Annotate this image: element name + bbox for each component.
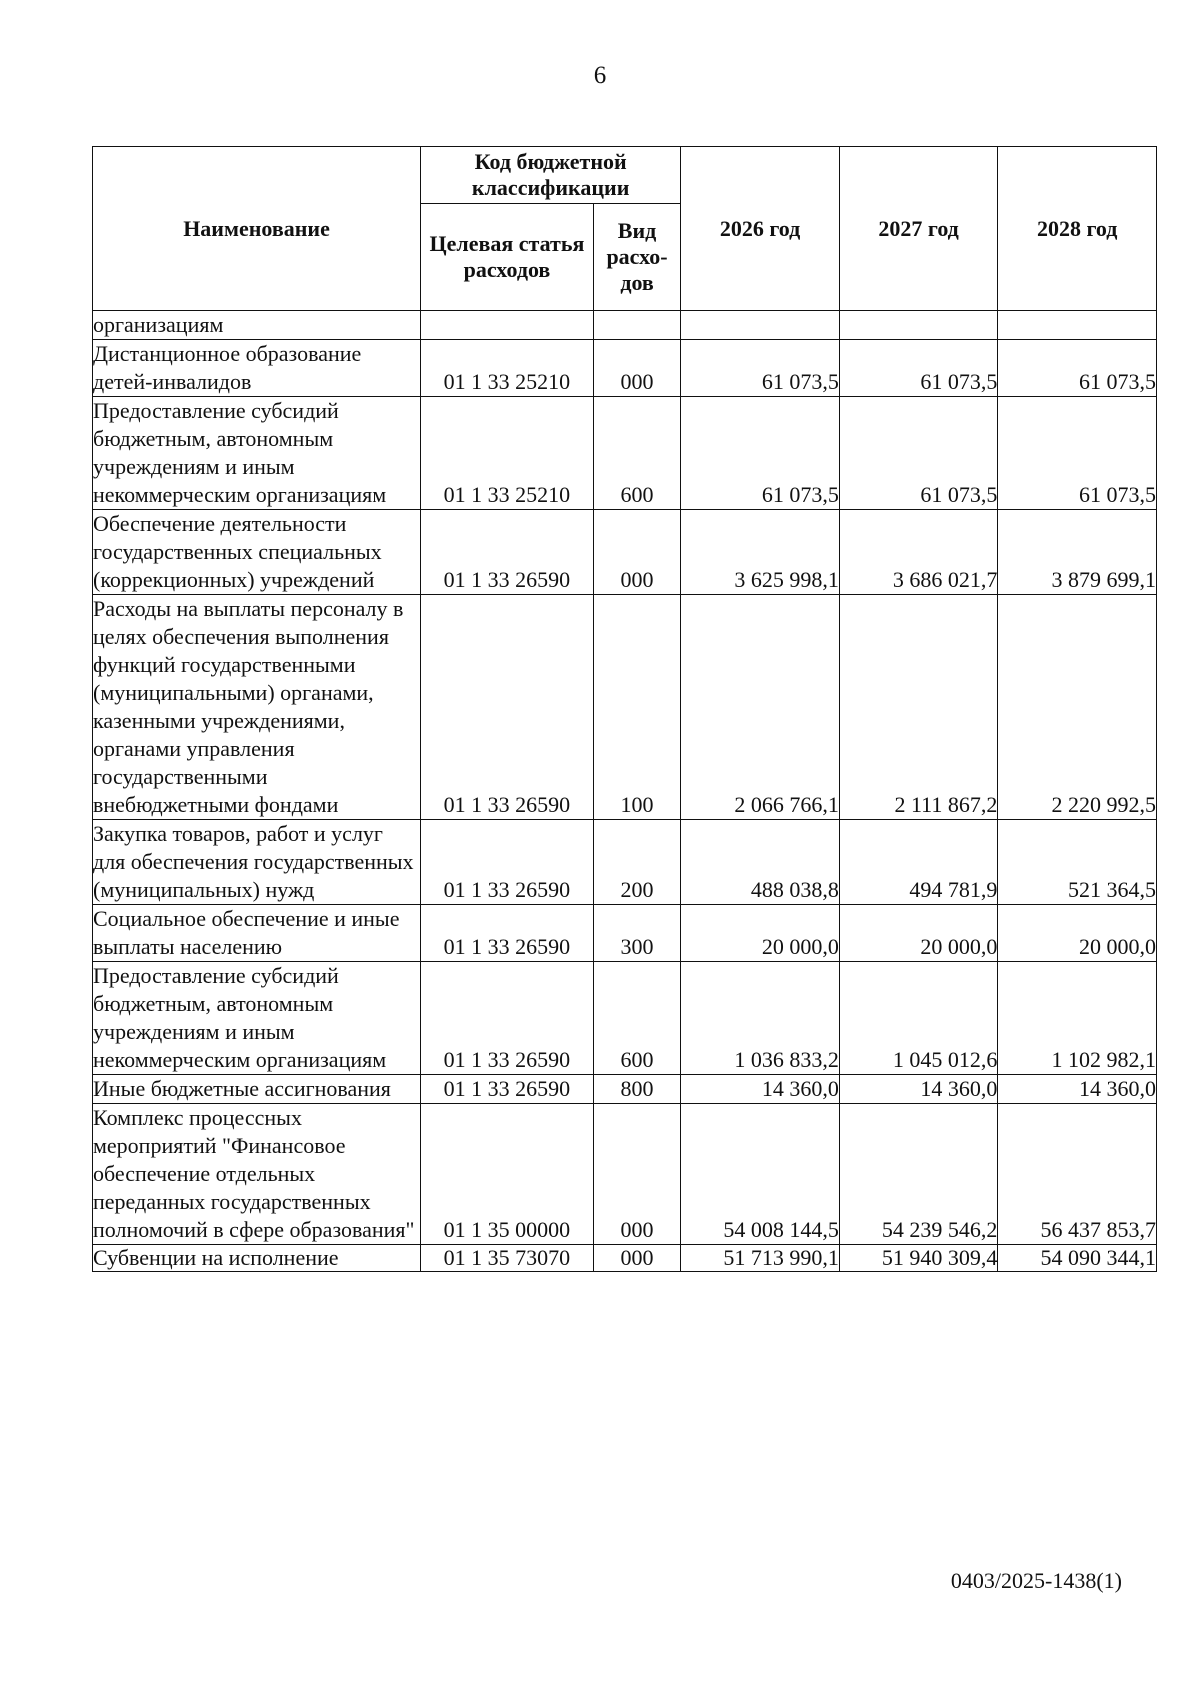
cell-name: организациям xyxy=(93,311,421,340)
cell-2028: 20 000,0 xyxy=(998,905,1157,962)
cell-2026: 14 360,0 xyxy=(681,1075,840,1104)
table-row xyxy=(93,595,1157,820)
cell-target-article: 01 1 33 26590 xyxy=(421,1075,594,1104)
page-number: 6 xyxy=(593,62,607,89)
cell-2028: 2 220 992,5 xyxy=(998,595,1157,820)
cell-2028: 61 073,5 xyxy=(998,340,1157,397)
cell-2026: 488 038,8 xyxy=(681,820,840,905)
cell-2027: 3 686 021,7 xyxy=(839,510,998,595)
cell-name: Субвенции на исполнение xyxy=(93,1245,421,1272)
header-expense-type: Вид расхо-дов xyxy=(593,204,680,311)
cell-target-article: 01 1 33 26590 xyxy=(421,820,594,905)
cell-2026: 54 008 144,5 xyxy=(681,1104,840,1245)
cell-target-article: 01 1 33 25210 xyxy=(421,340,594,397)
cell-expense-type: 200 xyxy=(593,820,680,905)
cell-expense-type: 600 xyxy=(593,397,680,510)
cell-target-article: 01 1 33 26590 xyxy=(421,595,594,820)
cell-2026: 1 036 833,2 xyxy=(681,962,840,1075)
cell-2028: 521 364,5 xyxy=(998,820,1157,905)
cell-2028: 56 437 853,7 xyxy=(998,1104,1157,1245)
cell-name: Иные бюджетные ассигнования xyxy=(93,1075,421,1104)
header-name: Наименование xyxy=(93,147,421,311)
cell-target-article xyxy=(421,311,594,340)
table-row xyxy=(93,510,1157,595)
cell-expense-type: 000 xyxy=(593,1104,680,1245)
cell-target-article: 01 1 33 26590 xyxy=(421,510,594,595)
table-row xyxy=(93,340,1157,397)
cell-2026: 3 625 998,1 xyxy=(681,510,840,595)
cell-2026: 51 713 990,1 xyxy=(681,1245,840,1272)
cell-2026: 61 073,5 xyxy=(681,397,840,510)
cell-2028: 3 879 699,1 xyxy=(998,510,1157,595)
cell-target-article: 01 1 35 00000 xyxy=(421,1104,594,1245)
header-target-article: Целевая статья расходов xyxy=(421,204,594,311)
table-row xyxy=(93,820,1157,905)
cell-expense-type: 300 xyxy=(593,905,680,962)
cell-2028: 54 090 344,1 xyxy=(998,1245,1157,1272)
cell-target-article: 01 1 33 25210 xyxy=(421,397,594,510)
cell-2027: 14 360,0 xyxy=(839,1075,998,1104)
cell-expense-type: 000 xyxy=(593,510,680,595)
cell-expense-type: 000 xyxy=(593,1245,680,1272)
cell-name: Закупка товаров, работ и услуг для обеспечения государственных (муниципальных) нужд xyxy=(93,820,421,905)
cell-target-article: 01 1 33 26590 xyxy=(421,905,594,962)
cell-2026 xyxy=(681,311,840,340)
table-row xyxy=(93,311,1157,340)
header-year-2026: 2026 год xyxy=(681,147,840,311)
table-row xyxy=(93,1104,1157,1245)
cell-expense-type: 100 xyxy=(593,595,680,820)
cell-2027: 1 045 012,6 xyxy=(839,962,998,1075)
cell-2027: 494 781,9 xyxy=(839,820,998,905)
table-row xyxy=(93,905,1157,962)
budget-table xyxy=(92,146,1157,1272)
cell-name: Расходы на выплаты персоналу в целях обеспечения выполнения функций государственными (муниципальными) органами, казенными учреждениями, органами управления государственными внебюджетными фондами xyxy=(93,595,421,820)
cell-2026: 61 073,5 xyxy=(681,340,840,397)
cell-name: Обеспечение деятельности государственных специальных (коррекционных) учреждений xyxy=(93,510,421,595)
cell-2027: 61 073,5 xyxy=(839,397,998,510)
table-row xyxy=(93,1075,1157,1104)
cell-expense-type xyxy=(593,311,680,340)
cell-name: Комплекс процессных мероприятий "Финансовое обеспечение отдельных переданных государственных полномочий в сфере образования" xyxy=(93,1104,421,1245)
cell-2027 xyxy=(839,311,998,340)
header-year-2027: 2027 год xyxy=(839,147,998,311)
header-code-group: Код бюджетной классификации xyxy=(421,147,681,204)
cell-expense-type: 000 xyxy=(593,340,680,397)
cell-2027: 54 239 546,2 xyxy=(839,1104,998,1245)
table-row xyxy=(93,397,1157,510)
cell-expense-type: 600 xyxy=(593,962,680,1075)
cell-2026: 2 066 766,1 xyxy=(681,595,840,820)
cell-2027: 2 111 867,2 xyxy=(839,595,998,820)
cell-name: Предоставление субсидий бюджетным, автономным учреждениям и иным некоммерческим организациям xyxy=(93,397,421,510)
cell-2027: 61 073,5 xyxy=(839,340,998,397)
cell-2027: 20 000,0 xyxy=(839,905,998,962)
header-year-2028: 2028 год xyxy=(998,147,1157,311)
cell-target-article: 01 1 35 73070 xyxy=(421,1245,594,1272)
cell-2028: 14 360,0 xyxy=(998,1075,1157,1104)
cell-2027: 51 940 309,4 xyxy=(839,1245,998,1272)
cell-name: Предоставление субсидий бюджетным, автономным учреждениям и иным некоммерческим организациям xyxy=(93,962,421,1075)
cell-2028: 61 073,5 xyxy=(998,397,1157,510)
cell-2028: 1 102 982,1 xyxy=(998,962,1157,1075)
document-id: 0403/2025-1438(1) xyxy=(950,1568,1122,1593)
cell-2028 xyxy=(998,311,1157,340)
cell-expense-type: 800 xyxy=(593,1075,680,1104)
table-row xyxy=(93,1245,1157,1272)
cell-target-article: 01 1 33 26590 xyxy=(421,962,594,1075)
cell-name: Социальное обеспечение и иные выплаты населению xyxy=(93,905,421,962)
table-row xyxy=(93,962,1157,1075)
cell-name: Дистанционное образование детей-инвалидов xyxy=(93,340,421,397)
cell-2026: 20 000,0 xyxy=(681,905,840,962)
table-body xyxy=(93,311,1157,1272)
